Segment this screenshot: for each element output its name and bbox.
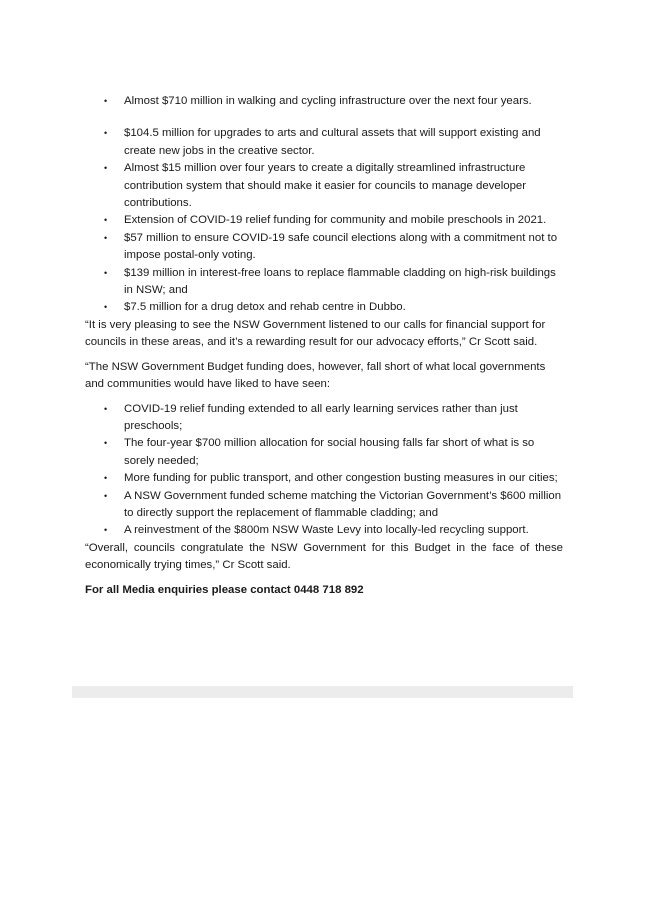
list-item: [85, 435, 563, 470]
funding-list: [85, 93, 563, 317]
list-item: [85, 265, 563, 300]
list-item-text: The four-year $700 million allocation for social housing falls far short of what is so sorely needed;: [124, 437, 535, 467]
list-item-text: A NSW Government funded scheme matching the Victorian Government’s $600 million to directly support the replacement of flammable cladding; and: [124, 489, 562, 519]
list-item: [85, 93, 563, 110]
list-item: [85, 470, 563, 487]
list-item-text: Almost $710 million in walking and cycling infrastructure over the next four years.: [124, 95, 532, 107]
list-item: [85, 212, 563, 229]
bullet-icon: •: [104, 525, 108, 536]
bullet-icon: •: [104, 473, 108, 484]
footer-bar: [72, 686, 573, 698]
bullet-icon: •: [104, 232, 108, 243]
list-item: [85, 401, 563, 436]
list-item: [85, 522, 563, 539]
document-body: [85, 93, 563, 606]
list-item: [85, 230, 563, 265]
list-item-text: Almost $15 million over four years to create a digitally streamlined infrastructure contribution system that should make it easier for councils to manage developer contributions.: [124, 162, 527, 210]
bullet-icon: •: [104, 438, 108, 449]
shortfall-list: [85, 401, 563, 540]
list-item-text: $7.5 million for a drug detox and rehab centre in Dubbo.: [124, 301, 406, 314]
media-contact: For all Media enquiries please contact 0448 718 892: [85, 583, 364, 596]
list-item-text: $139 million in interest-free loans to replace flammable cladding on high-risk buildings in NSW; and: [124, 266, 556, 297]
quote-paragraph-2: “The NSW Government Budget funding does, however, fall short of what local governments and communities would have liked to have seen:: [85, 360, 546, 391]
bullet-icon: •: [104, 403, 108, 414]
list-item-text: COVID-19 relief funding extended to all early learning services rather than just preschools;: [124, 402, 518, 432]
list-item: [85, 160, 563, 212]
list-item: [85, 125, 563, 160]
list-item-text: Extension of COVID-19 relief funding for community and mobile preschools in 2021.: [124, 214, 547, 227]
quote-paragraph-1: “It is very pleasing to see the NSW Government listened to our calls for financial support for councils in these areas, and it’s a rewarding result for our advocacy efforts,” Cr Scott said.: [85, 318, 546, 349]
list-item-text: A reinvestment of the $800m NSW Waste Levy into locally-led recycling support.: [124, 524, 529, 537]
bullet-icon: •: [104, 490, 108, 501]
quote-paragraph-3: “Overall, councils congratulate the NSW Government for this Budget in the face of these economically trying times,” Cr Scott said.: [85, 541, 563, 572]
list-item-text: $104.5 million for upgrades to arts and cultural assets that will support existing and create new jobs in the creative sector.: [124, 127, 541, 157]
list-item: [85, 299, 563, 316]
list-item-text: $57 million to ensure COVID-19 safe council elections along with a commitment not to impose postal-only voting.: [124, 231, 558, 262]
list-item: [85, 488, 563, 523]
bullet-icon: •: [104, 267, 108, 278]
bullet-icon: •: [104, 96, 108, 106]
bullet-icon: •: [104, 215, 108, 226]
bullet-icon: •: [104, 302, 108, 313]
bullet-icon: •: [104, 128, 108, 139]
bullet-icon: •: [104, 163, 108, 174]
list-item-text: More funding for public transport, and other congestion busting measures in our cities;: [124, 472, 558, 485]
